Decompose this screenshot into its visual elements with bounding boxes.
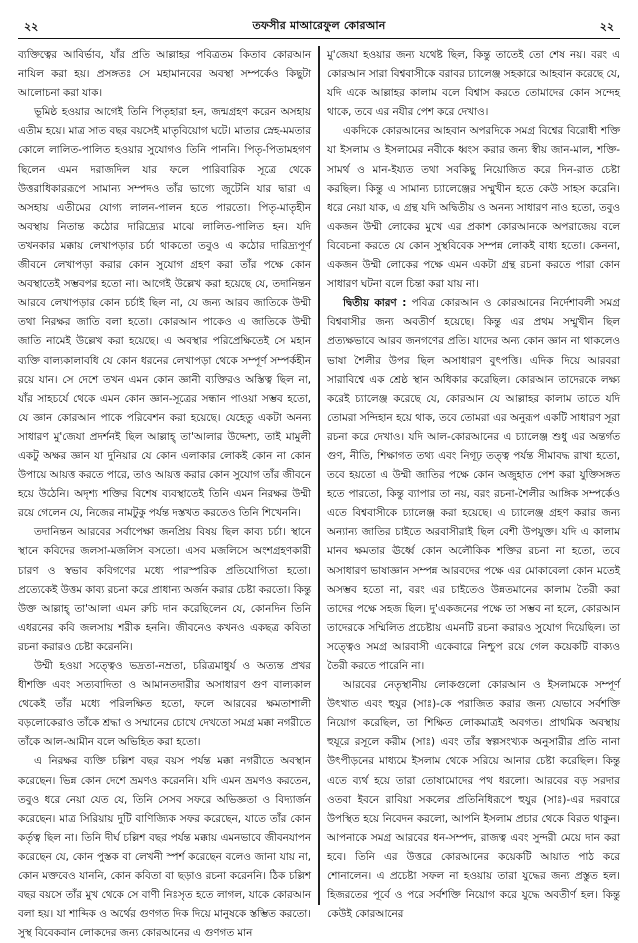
running-title: তফসীর মাআরেফুল কোরআন <box>252 19 386 32</box>
left-paragraph-1: ব্যক্তিত্বের আবির্ভাব, যাঁর প্রতি আল্লাহর পবিত্রতম কিতাব কোরআন নাযিল করা হয়। প্রসঙ্গতঃ সে মহামানবের অবস্থা সম্পর্কেও কিছুটা আলোচনা করা যাক। <box>18 49 311 100</box>
right-column <box>327 46 620 921</box>
right-paragraph-2: একদিকে কোরআনের আহবান অপরদিকে সমগ্র বিশ্বের বিরোধী শক্তি যা ইসলাম ও ইসলামের নবীকে ধ্বংস করার জন্য স্বীয় জান-মাল, শক্তি-সামর্থ ও মান-ইয্যত তথা সবকিছু নিয়োজিত করে দিন-রাত চেষ্টা করছিল। কিন্তু এ সামান্য চ্যালেঞ্জের সম্মুখীন হতে কেউ সাহস করেনি। ধরে নেয়া যাক, এ গ্রন্থ যদি অদ্বিতীয় ও অনন্য সাধারণ নাও হতো, তবুও একজন উম্মী লোকের মুখে এর প্রকাশ কোরআনকে অপরাজেয় বলে বিবেচনা করতে যে কোন সুস্থবিবেক সম্পন্ন লোকই বাধ্য হতো। কেননা, একজন উম্মী লোকের পক্ষে এমন একটা গ্রন্থ রচনা করতে পারা কোন সাধারণ ঘটনা বলে চিন্তা করা যায় না। <box>327 125 620 291</box>
right-paragraph-3 <box>327 294 620 676</box>
page-header <box>18 16 620 39</box>
page-number-left: ২২ <box>24 20 39 33</box>
left-paragraph-4: উম্মী হওয়া সত্ত্বেও ভদ্রতা-নম্রতা, চরিত্রমাধুর্য ও অত্যন্ত প্রখর ধীশক্তি এবং সত্যবাদিতা ও আমানতদারীর অসাধারণ গুণ বাল্যকাল থেকেই তাঁর মধ্যে পরিলক্ষিত হতো, ফলে আরবের ক্ষমতাশালী বড়লোকেরাও তাঁকে শ্রদ্ধা ও সম্মানের চোখে দেখতো সমগ্র মক্কা নগরীতে তাঁকে আল-আমীন বলে অভিহিত করা হতো। <box>18 660 311 749</box>
text-columns <box>18 46 620 940</box>
left-paragraph-2: ভূমিষ্ঠ হওয়ার আগেই তিনি পিতৃহারা হন, জন্মগ্রহণ করেন অসহায় এতীম হয়ে। মাত্র সাত বছর বয়সেই মাতৃবিয়োগ ঘটে। মাতার স্নেহ-মমতার কোলে লালিত-পালিত হওয়ার সুযোগও তিনি পাননি। পিতৃ-পিতামহগণ ছিলেন এমন দরাজদিল যার ফলে পারিবারিক সূত্রে থেকে উত্তরাধিকাররূপে সামান্য সম্পদও তাঁর ভাগ্যে জুটেনি যার দ্বারা এ অসহায় এতীমের যোগ্য লালন-পালন হতে পারতো। পিতৃ-মাতৃহীন অবস্থায় নিতান্ত কঠোর দারিদ্র্যের মাঝে লালিত-পালিত হন। যদি তখনকার মক্কায় লেখাপড়ার চর্চা থাকতো তবুও এ কঠোর দারিদ্র্যপূর্ণ জীবনে লেখাপড়া করার কোন সুযোগ গ্রহণ করা তাঁর পক্ষে কোন অবস্থাতেই সম্ভবপর হতো না। আগেই উল্লেখ করা হয়েছে যে, তদানিন্তন আরবে লেখাপড়ার কোন চর্চাই ছিল না, যে জন্য আরব জাতিকে উম্মী তথা নিরক্ষর জাতি বলা হতো। কোরআন পাকেও এ জাতিকে উম্মী জাতি নামেই উল্লেখ করা হয়েছে। এ অবস্থার পরিপ্রেক্ষিতেই সে মহান ব্যক্তি বাল্যকালাবধি যে কোন ধরনের লেখাপড়া থেকে সম্পূর্ণ সম্পর্কহীন রয়ে যান। সে দেশে তখন এমন কোন জ্ঞানী ব্যক্তিরও অস্তিত্ব ছিল না, যাঁর সাহচর্যে থেকে এমন কোন জ্ঞান-সূত্রের সন্ধান পাওয়া সম্ভব হতো, যে জ্ঞান কোরআন পাকে পরিবেশন করা হয়েছে। যেহেতু একটা অনন্য সাধারণ মু'জেযা প্রদর্শনই ছিল আল্লাহ্ তা'আলার উদ্দেশ্য, তাই মামুলী একটু অক্ষর জ্ঞান যা দুনিয়ার যে কোন এলাকার লোকই কোন না কোন উপায়ে আয়ত্ত করতে পারে, তাও আয়ত্ত করার কোন সুযোগ তাঁর জীবনে হয়ে উঠেনি। অদৃশ্য শক্তির বিশেষ ব্যবস্থাতেই তিনি এমন নিরক্ষর উম্মী রয়ে গেলেন যে, নিজের নামটুকু পর্যন্ত দস্তখত করতেও তিনি শিখেননি। <box>18 106 311 520</box>
column-divider <box>318 46 319 905</box>
right-paragraph-1: মু'জেযা হওয়ার জন্য যথেষ্ট ছিল, কিন্তু তাতেই তো শেষ নয়। বরং এ কোরআন সারা বিশ্ববাসীকে বরাবর চ্যালেঞ্জ সহকারে আহবান করেছে যে, যদি একে আল্লাহর কালাম বলে বিশ্বাস করতে তোমাদের কোন সন্দেহ থাকে, তবে এর নযীর পেশ করে দেখাও। <box>327 49 620 119</box>
page-number-right: ২২ <box>599 20 614 33</box>
left-paragraph-3: তদানিন্তন আরবের সর্বাপেক্ষা জনপ্রিয় বিষয় ছিল কাব্য চর্চা। স্থানে স্থানে কবিদের জলসা-মজলিস বসতো। এসব মজলিসে অংশগ্রহণকারী চারণ ও স্বভাব কবিগণের মধ্যে পারস্পরিক প্রতিযোগিতা হতো। প্রত্যেকেই উত্তম কাব্য রচনা করে প্রাধান্য অর্জন করার চেষ্টা করতো। কিন্তু উক্ত আল্লাহ্ তা'আলা এমন রুচি দান করেছিলেন যে, কোনদিন তিনি এধরনের কবি জলসায় শরীক হননি। জীবনেও কখনও একছত্র কবিতা রচনা করারও চেষ্টা করেননি। <box>18 526 311 653</box>
left-column <box>18 46 311 940</box>
right-paragraph-4: আরবের নেতৃস্থানীয় লোকগুলো কোরআন ও ইসলামকে সম্পূর্ণ উৎখাত এবং হুযুর (সাঃ)-কে পরাজিত করার জন্য যেভাবে সর্বশক্তি নিয়োগ করেছিল, তা শিক্ষিত লোকমাত্রই অবগত। প্রাথমিক অবস্থায় হুযূরে রসূলে করীম (সাঃ) এবং তাঁর স্বল্পসংখ্যক অনুসারীর প্রতি নানা উৎপীড়নের মাধ্যমে ইসলাম থেকে সরিয়ে আনার চেষ্টা করেছিল। কিন্তু এতে ব্যর্থ হয়ে তারা তোষামোদের পথ ধরলো। আরবের বড় সরদার ওতবা ইবনে রাবিয়া সকলের প্রতিনিধিরূপে হুযুর (সাঃ)-এর দরবারে উপস্থিত হয়ে নিবেদন করলো, আপনি ইসলাম প্রচার থেকে বিরত থাকুন। আপনাকে সমগ্র আরবের ধন-সম্পদ, রাজত্ব এবং সুন্দরী মেয়ে দান করা হবে। তিনি এর উত্তরে কোরআনের কয়েকটি আয়াত পাঠ করে শোনালেন। এ প্রচেষ্টা সফল না হওয়ায় তারা যুদ্ধের জন্য প্রস্তুত হল। হিজরতের পূর্বে ও পরে সর্বশক্তি নিয়োগ করে যুদ্ধে অবতীর্ণ হল। কিন্তু কেউই কোরআনের <box>327 679 620 921</box>
second-reason-heading: দ্বিতীয় কারণ : <box>343 297 407 310</box>
left-paragraph-5: এ নিরক্ষর ব্যক্তি চল্লিশ বছর বয়স পর্যন্ত মক্কা নগরীতে অবস্থান করেছেন। ভিন্ন কোন দেশে ভ্রমণও করেননি। যদি এমন ভ্রমণও করতেন, তবুও ধরে নেয়া যেত যে, তিনি সেসব সফরে অভিজ্ঞতা ও বিদ্যার্জন করেছেন। মাত্র সিরিয়ায় দুটি বাণিজ্যিক সফর করেছেন, যাতে তাঁর কোন কর্তৃত্ব ছিল না। তিনি দীর্ঘ চল্লিশ বছর পর্যন্ত মক্কায় এমনভাবে জীবনযাপন করেছেন যে, কোন পুস্তক বা লেখনী স্পর্শ করেছেন বলেও জানা যায় না, কোন মক্তবেও যাননি, কোন কবিতা বা ছড়াও রচনা করেননি। ঠিক চল্লিশ বছর বয়সে তাঁর মুখ থেকে সে বাণী নিঃসৃত হতে লাগল, যাকে কোরআন বলা হয়। যা শাব্দিক ও অর্থের গুণগত দিক দিয়ে মানুষকে স্তম্ভিত করতো। সুস্থ বিবেকবান লোকদের জন্য কোরআনের এ গুণগত মান <box>18 755 311 940</box>
second-reason-text: পবিত্র কোরআন ও কোরআনের নির্দেশাবলী সমগ্র বিশ্ববাসীর জন্য অবতীর্ণ হয়েছে। কিন্তু এর প্রথম সম্মুখীন ছিল প্রত্যক্ষভাবে আরব জনগণের প্রতি। যাদের অন্য কোন জ্ঞান না থাকলেও ভাষা শৈলীর উপর ছিল অসাধারণ বুৎপত্তি। এদিক দিয়ে আরবরা সারাবিশ্বে এক শ্রেষ্ঠ স্থান অধিকার করেছিল। কোরআন তাদেরকে লক্ষ্য করেই চ্যালেঞ্জ করেছে যে, কোরআন যে আল্লাহর কালাম তাতে যদি তোমরা সন্দিহান হয়ে থাক, তবে তোমরা এর অনুরূপ একটি সাধারণ সূরা রচনা করে দেখাও। যদি আল-কোরআনের এ চ্যালেঞ্জ শুধু এর অন্তর্গত গুণ, নীতি, শিক্ষাগত তথ্য এবং নিগূঢ় তত্ত্ব পর্যন্ত সীমাবদ্ধ রাখা হতো, তবে হয়তো এ উম্মী জাতির পক্ষে কোন অজুহাত পেশ করা যুক্তিসঙ্গত হতে পারতো, কিন্তু ব্যাপার তা নয়, বরং রচনা-শৈলীর আঙ্গিক সম্পর্কেও এতে বিশ্ববাসীকে চ্যালেঞ্জ করা হয়েছে। এ চ্যালেঞ্জ গ্রহণ করার জন্য অন্যান্য জাতির চাইতে অরবাসীরাই ছিল বেশী উপযুক্ত। যদি এ কালাম মানব ক্ষমতার ঊর্ধ্বে কোন অলৌকিক শক্তির রচনা না হতো, তবে অসাধারণ ভাষাজ্ঞান সম্পন্ন আরবদের পক্ষে এর মোকাবেলা কোন মতেই অসম্ভব হতো না, বরং এর চাইতেও উন্নতমানের কালাম তৈরী করা তাদের পক্ষে সহজ ছিল। দু'একজনের পক্ষে তা সম্ভব না হলে, কোরআন তাদেরকে সম্মিলিত প্রচেষ্টায় এমনটি রচনা করারও সুযোগ দিয়েছিল। তা সত্ত্বেও সমগ্র আরবাসী একেবারে নিশ্চুপ রয়ে গেল কয়েকটি বাক্যও তৈরী করতে পারেনি না। <box>327 297 620 672</box>
